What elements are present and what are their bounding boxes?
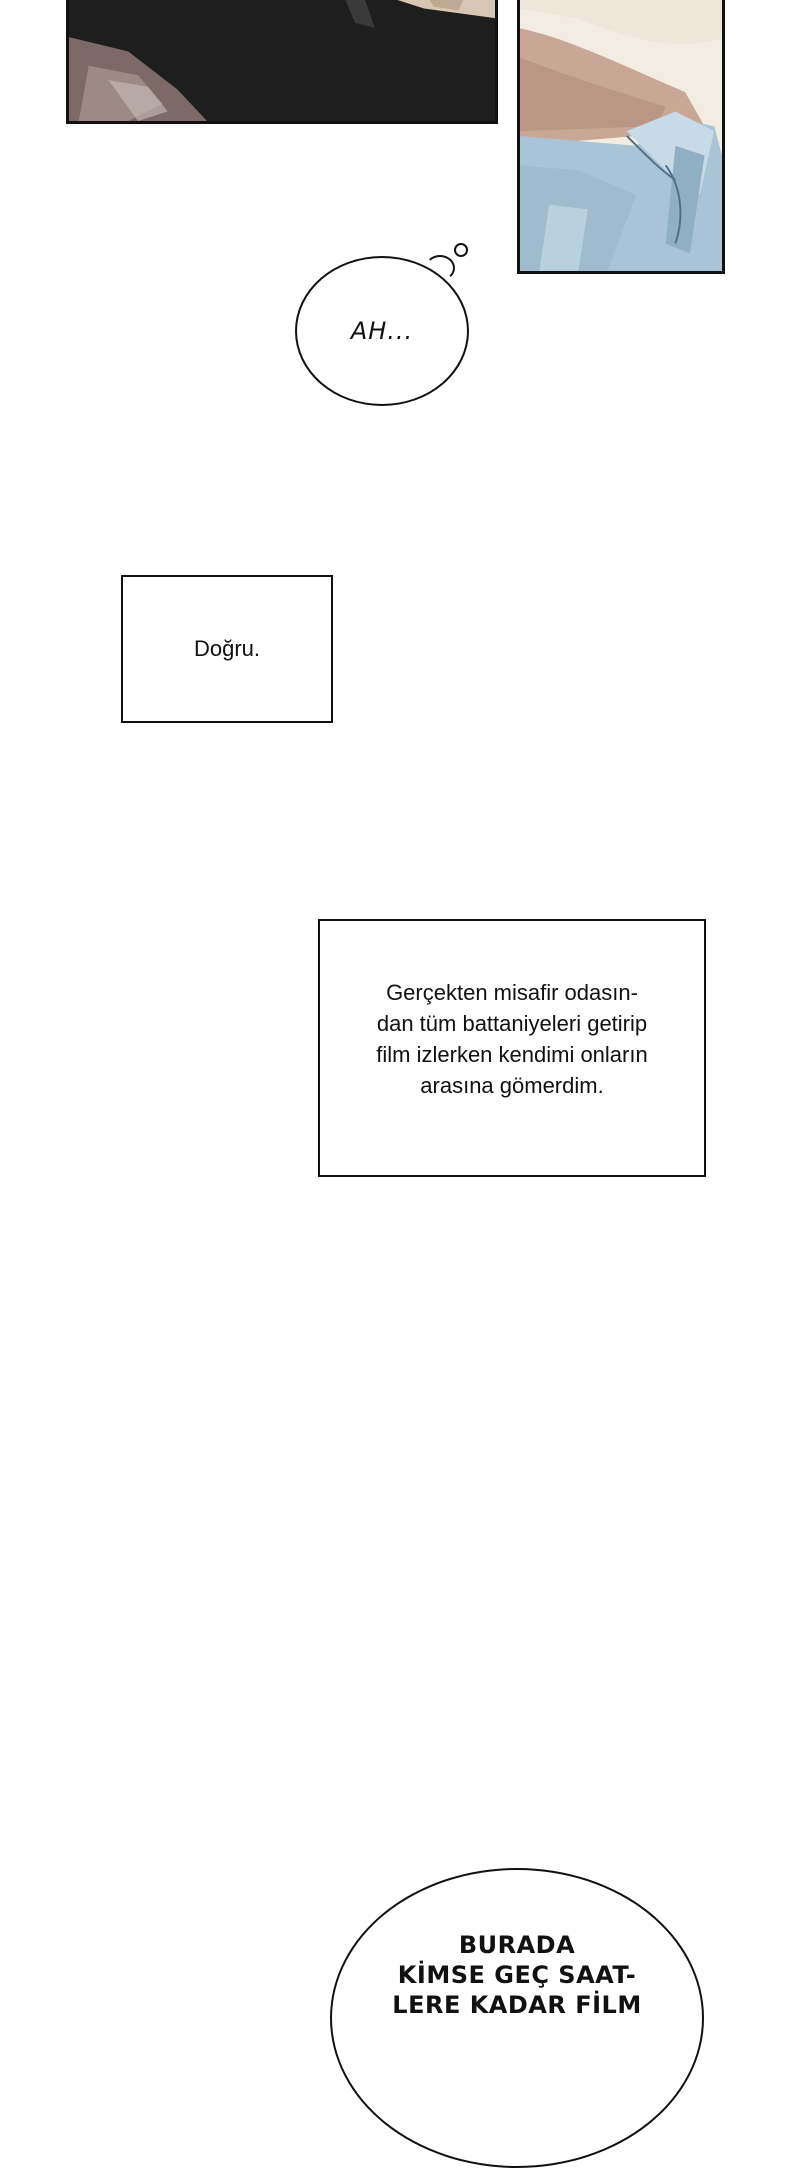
panel-left-artwork <box>69 0 495 121</box>
speech-bubble <box>330 1868 704 2168</box>
speech-bubble-line: LERE KADAR FİLM <box>392 1991 642 2019</box>
speech-bubble-line: KİMSE GEÇ SAAT- <box>397 1961 637 1989</box>
caption-long-line: Gerçekten misafir odasın- <box>386 980 638 1005</box>
speech-bubble-line: BURADA <box>458 1931 576 1959</box>
comic-panel-right <box>517 0 725 274</box>
thought-bubble <box>295 256 469 406</box>
caption-short-text: Doğru. <box>193 636 261 661</box>
panel-right-artwork <box>520 0 722 271</box>
caption-box-long <box>318 919 706 1177</box>
caption-long-line: dan tüm battaniyeleri getirip <box>376 1011 648 1036</box>
thought-bubble-text: AH... <box>350 317 414 345</box>
comic-panel-left <box>66 0 498 124</box>
caption-long-line: arasına gömerdim. <box>420 1073 604 1098</box>
caption-long-text <box>376 977 647 1101</box>
caption-long-line: film izlerken kendimi onların <box>376 1042 648 1067</box>
caption-box-short <box>121 575 333 723</box>
thought-bubble-dot <box>454 243 468 257</box>
